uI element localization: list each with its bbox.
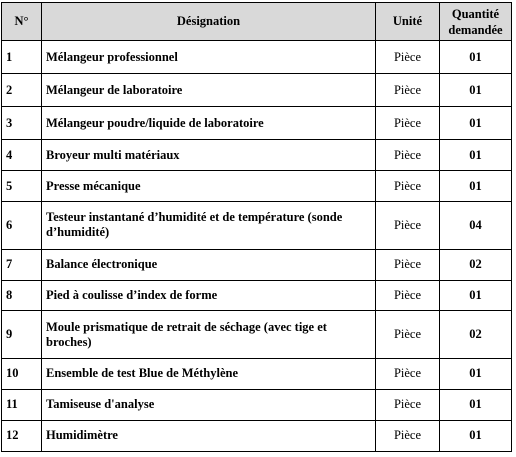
row-number: 3 [2,107,42,140]
header-unit: Unité [376,3,440,41]
equipment-table [1,2,512,452]
row-quantity: 01 [440,389,512,420]
row-unit: Pièce [376,280,440,311]
row-designation: Pied à coulisse d’index de forme [42,280,376,311]
table-row [2,389,512,420]
row-designation: Presse mécanique [42,171,376,202]
row-quantity: 01 [440,41,512,74]
row-number: 8 [2,280,42,311]
row-number: 7 [2,249,42,280]
row-designation: Mélangeur poudre/liquide de laboratoire [42,107,376,140]
header-quantity-line2: demandée [448,22,503,37]
row-quantity: 01 [440,171,512,202]
table-row [2,280,512,311]
row-quantity: 02 [440,249,512,280]
row-designation: Tamiseuse d'analyse [42,389,376,420]
row-designation: Testeur instantané d’humidité et de température (sonde d’humidité) [42,202,376,250]
row-quantity: 01 [440,420,512,451]
row-unit: Pièce [376,74,440,107]
row-designation: Moule prismatique de retrait de séchage (avec tige et broches) [42,311,376,359]
row-designation: Broyeur multi matériaux [42,140,376,171]
row-unit: Pièce [376,41,440,74]
row-designation: Balance électronique [42,249,376,280]
table-row [2,311,512,359]
row-unit: Pièce [376,140,440,171]
row-number: 2 [2,74,42,107]
table-row [2,420,512,451]
header-quantity [440,3,512,41]
row-quantity: 02 [440,311,512,359]
row-designation: Ensemble de test Blue de Méthylène [42,358,376,389]
row-number: 11 [2,389,42,420]
row-number: 6 [2,202,42,250]
header-number: N° [2,3,42,41]
row-number: 10 [2,358,42,389]
row-quantity: 01 [440,358,512,389]
row-unit: Pièce [376,311,440,359]
row-designation: Mélangeur professionnel [42,41,376,74]
row-quantity: 01 [440,280,512,311]
row-unit: Pièce [376,358,440,389]
table-row [2,202,512,250]
row-number: 9 [2,311,42,359]
table-row [2,74,512,107]
row-quantity: 04 [440,202,512,250]
row-number: 4 [2,140,42,171]
row-quantity: 01 [440,74,512,107]
row-number: 12 [2,420,42,451]
table-header-row [2,3,512,41]
row-quantity: 01 [440,140,512,171]
row-unit: Pièce [376,420,440,451]
table-row [2,107,512,140]
header-designation: Désignation [42,3,376,41]
row-unit: Pièce [376,107,440,140]
row-quantity: 01 [440,107,512,140]
table-row [2,249,512,280]
row-designation: Humidimètre [42,420,376,451]
table-row [2,140,512,171]
row-number: 5 [2,171,42,202]
table-row [2,358,512,389]
row-number: 1 [2,41,42,74]
row-unit: Pièce [376,171,440,202]
table-row [2,41,512,74]
table-row [2,171,512,202]
row-unit: Pièce [376,389,440,420]
row-unit: Pièce [376,202,440,250]
row-designation: Mélangeur de laboratoire [42,74,376,107]
row-unit: Pièce [376,249,440,280]
header-quantity-line1: Quantité [451,6,500,21]
